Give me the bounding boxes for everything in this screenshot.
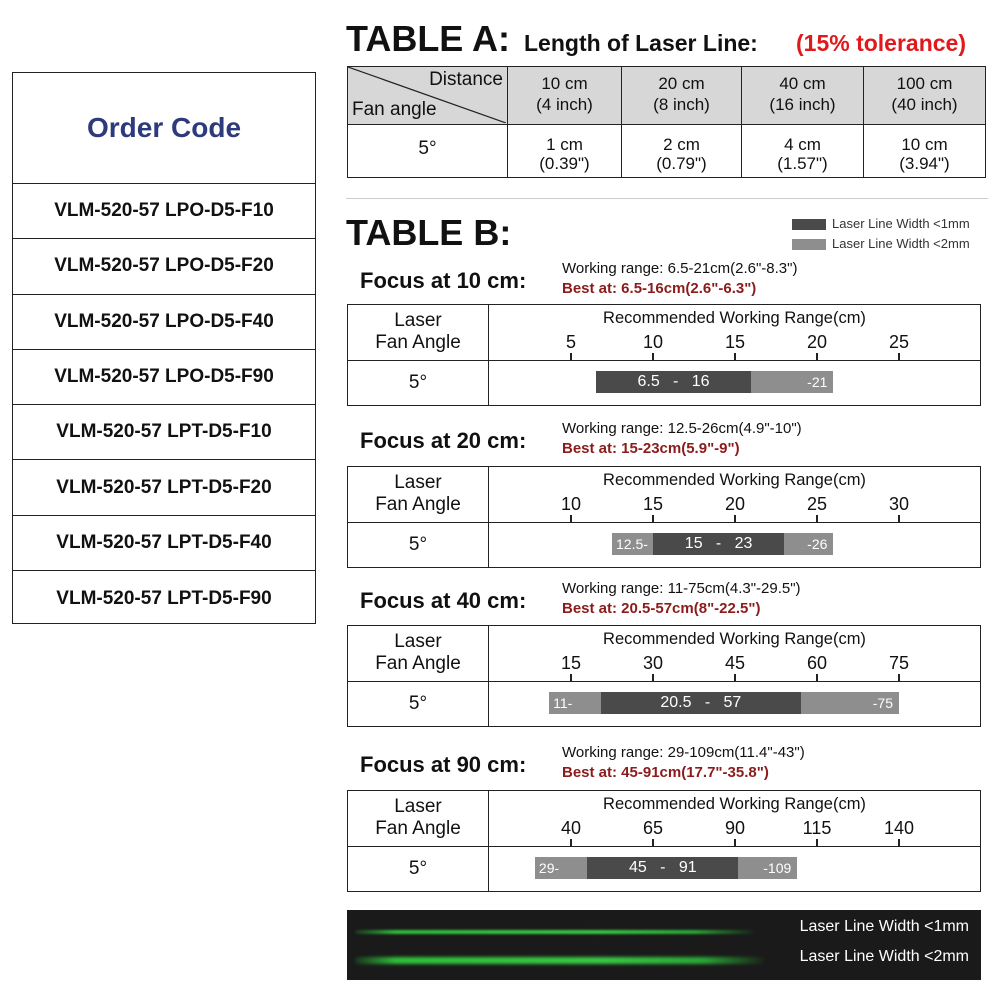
legend-label: Laser Line Width <1mm [832,216,970,231]
laser-line-photo [347,910,981,980]
tick-label: 25 [888,332,910,352]
best-range-text: Best at: 15-23cm(5.9"-9") [562,440,740,457]
tick-label: 90 [724,818,746,838]
legend-swatch-dark [792,219,826,230]
tick-mark [570,674,572,682]
left-header [348,467,488,523]
tick-mark [652,353,654,361]
tick-mark [734,674,736,682]
range-header [489,791,980,847]
table-a-subtitle: Length of Laser Line: [524,30,758,56]
distance-header-cm: 100 cm [896,74,953,93]
tick-mark [652,839,654,847]
focus-title: Focus at 10 cm: [360,268,527,293]
focus-title: Focus at 20 cm: [360,428,527,453]
fan-angle-value: 5° [408,534,428,555]
fan-angle-header: Fan Angle [375,818,461,839]
order-code-row: VLM-520-57 LPO-D5-F20 [13,239,315,294]
range-high-label: -109 [763,860,792,876]
photo-label: Laser Line Width <1mm [799,918,969,935]
tick-mark [898,353,900,361]
legend-label: Laser Line Width <2mm [832,236,970,251]
left-header [348,791,488,847]
left-header [348,626,488,682]
line-length-cell [742,125,864,177]
tick-mark [734,515,736,523]
tick-mark [898,839,900,847]
focus-range-table [347,304,981,406]
distance-header-inch: (40 inch) [891,95,958,114]
tick-label: 10 [560,494,582,514]
range-header-title: Recommended Working Range(cm) [603,471,866,489]
line-length-inch: (0.79") [656,154,707,173]
order-code-row: VLM-520-57 LPT-D5-F20 [13,460,315,515]
range-header [489,467,980,523]
tick-mark [570,353,572,361]
distance-header-inch: (16 inch) [769,95,836,114]
line-length-cell [622,125,742,177]
tick-mark [734,839,736,847]
tick-mark [652,515,654,523]
tick-label: 60 [806,653,828,673]
tick-mark [816,674,818,682]
range-header [489,626,980,682]
range-header-title: Recommended Working Range(cm) [603,795,866,813]
tick-label: 15 [724,332,746,352]
tick-mark [898,674,900,682]
line-length-cm: 2 cm [663,135,700,154]
table-a [347,66,986,178]
distance-header [508,67,622,125]
tick-label: 30 [642,653,664,673]
focus-title: Focus at 90 cm: [360,752,527,777]
order-code-table [12,72,316,624]
line-length-cm: 1 cm [546,135,583,154]
order-code-header: Order Code [13,73,315,184]
order-code-row: VLM-520-57 LPT-D5-F10 [13,405,315,460]
tick-mark [898,515,900,523]
line-length-inch: (0.39") [539,154,590,173]
laser-header: Laser [394,472,442,493]
tick-mark [816,515,818,523]
distance-header-cm: 40 cm [779,74,826,93]
left-column [348,305,489,405]
order-code-row: VLM-520-57 LPT-D5-F40 [13,516,315,571]
range-low-label: 11- [553,695,573,711]
tick-mark [816,839,818,847]
table-a-title: TABLE A: [346,18,510,59]
focus-range-table [347,625,981,727]
line-length-inch: (1.57") [777,154,828,173]
best-range-text: Best at: 6.5-16cm(2.6"-6.3") [562,280,757,297]
range-header [489,305,980,361]
tick-mark [570,515,572,523]
fan-angle-value: 5° [348,125,508,177]
left-column [348,791,489,891]
laser-header: Laser [394,310,442,331]
laser-header: Laser [394,631,442,652]
right-column [489,626,980,726]
fan-angle-value: 5° [408,858,428,879]
order-code-row: VLM-520-57 LPO-D5-F10 [13,184,315,239]
best-range-bar: 6.5 - 16 [596,371,752,393]
legend-swatch-light [792,239,826,250]
laser-beam-narrow [355,930,755,934]
tick-label: 45 [724,653,746,673]
range-header-title: Recommended Working Range(cm) [603,309,866,327]
range-header-title: Recommended Working Range(cm) [603,630,866,648]
tick-label: 20 [806,332,828,352]
best-range-text: Best at: 20.5-57cm(8"-22.5") [562,600,761,617]
focus-range-table [347,466,981,568]
best-range-bar: 45 - 91 [587,857,738,879]
focus-range-table [347,790,981,892]
working-range-text: Working range: 11-75cm(4.3"-29.5") [562,580,801,597]
distance-header [742,67,864,125]
distance-header-inch: (8 inch) [653,95,710,114]
fan-angle-header: Fan Angle [375,653,461,674]
line-length-cell [864,125,985,177]
left-column [348,626,489,726]
right-column [489,467,980,567]
best-range-text: Best at: 45-91cm(17.7"-35.8") [562,764,769,781]
left-header [348,305,488,361]
tick-label: 5 [565,332,577,352]
fan-angle-value: 5° [408,693,428,714]
fan-angle-value: 5° [408,372,428,393]
laser-header: Laser [394,796,442,817]
fan-angle-header: Fan Angle [375,494,461,515]
tick-mark [816,353,818,361]
distance-header-inch: (4 inch) [536,95,593,114]
working-range-text: Working range: 29-109cm(11.4"-43") [562,744,805,761]
tick-label: 75 [888,653,910,673]
table-a-corner-cell [348,67,508,125]
photo-label: Laser Line Width <2mm [799,948,969,965]
distance-header-cm: 20 cm [658,74,705,93]
tick-label: 25 [806,494,828,514]
tick-label: 140 [883,818,915,838]
order-code-row: VLM-520-57 LPO-D5-F90 [13,350,315,405]
table-b-title: TABLE B: [346,212,512,253]
tick-label: 10 [642,332,664,352]
range-low-label: 29- [538,860,560,876]
distance-label: Distance [429,69,503,90]
range-high-label: -21 [807,374,828,390]
best-range-bar: 15 - 23 [653,533,784,555]
tick-label: 15 [642,494,664,514]
section-divider [346,198,988,199]
table-a-tolerance: (15% tolerance) [796,30,967,56]
fan-angle-label: Fan angle [352,99,437,120]
range-high-label: -75 [872,695,893,711]
order-code-row: VLM-520-57 LPO-D5-F40 [13,295,315,350]
focus-title: Focus at 40 cm: [360,588,527,613]
order-code-row: VLM-520-57 LPT-D5-F90 [56,587,272,609]
right-column [489,791,980,891]
tick-label: 20 [724,494,746,514]
tick-mark [734,353,736,361]
tick-mark [570,839,572,847]
fan-angle-header: Fan Angle [375,332,461,353]
range-high-label: -26 [807,536,828,552]
tick-label: 65 [642,818,664,838]
line-length-inch: (3.94") [899,154,950,173]
right-column [489,305,980,405]
best-range-bar: 20.5 - 57 [601,692,801,714]
tick-label: 15 [560,653,582,673]
working-range-text: Working range: 6.5-21cm(2.6"-8.3") [562,260,798,277]
distance-header-cm: 10 cm [541,74,588,93]
distance-header [622,67,742,125]
tick-mark [652,674,654,682]
tick-label: 30 [888,494,910,514]
working-range-text: Working range: 12.5-26cm(4.9"-10") [562,420,802,437]
laser-beam-wide [355,957,765,964]
tick-label: 40 [560,818,582,838]
line-length-cm: 4 cm [784,135,821,154]
line-length-cell [508,125,622,177]
range-low-label: 12.5- [616,536,648,552]
left-column [348,467,489,567]
line-length-cm: 10 cm [901,135,948,154]
tick-label: 115 [802,818,832,838]
distance-header [864,67,985,125]
